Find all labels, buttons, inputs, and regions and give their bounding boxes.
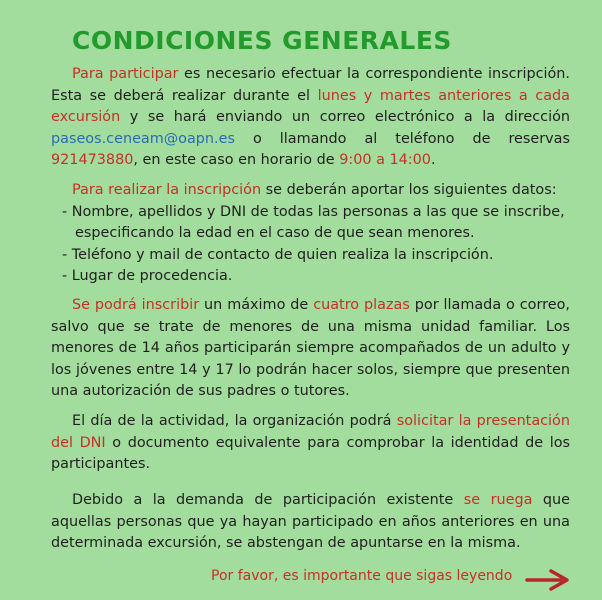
text-segment: que aquellas personas que ya hayan participado en años anteriores en una determinada excursión, se abstengan de apuntarse en la misma. <box>51 492 570 552</box>
list-item: - Lugar de procedencia. <box>62 268 233 285</box>
places-highlight: cuatro plazas <box>313 297 410 313</box>
right-arrow-icon[interactable] <box>525 568 571 592</box>
text-segment: es necesario efectuar la correspondiente inscripción. Esta se deberá realizar durante el <box>51 66 570 104</box>
identity-paragraph <box>51 411 570 476</box>
text-segment: El día de la actividad, la organización podrá <box>72 413 397 429</box>
keep-reading-text: Por favor, es importante que sigas leyendo <box>211 568 513 584</box>
text-segment: se deberán aportar los siguientes datos: <box>261 182 557 198</box>
text-segment: un máximo de <box>199 297 314 313</box>
text-segment: o llamando al teléfono de reservas <box>234 130 570 147</box>
inscribe-highlight: Se podrá inscribir <box>72 297 200 313</box>
limits-paragraph <box>51 295 570 403</box>
dni-highlight: solicitar la presentación del DNI <box>51 413 570 451</box>
list-item: - Nombre, apellidos y DNI de todas las personas a las que se inscribe, especificando la edad en el caso de que sean menores. <box>62 203 565 242</box>
phone-number: 921473880 <box>51 152 134 169</box>
participate-highlight: Para participar <box>72 66 179 82</box>
required-data-paragraph <box>51 180 570 288</box>
registration-paragraph <box>51 64 570 172</box>
registration-highlight: Para realizar la inscripción <box>72 182 262 198</box>
text-segment: y se hará enviando un correo electrónico a la dirección <box>120 109 570 126</box>
days-highlight: lunes y martes anteriores a cada excursión <box>51 87 570 126</box>
required-data-intro <box>51 180 570 202</box>
office-hours: 9:00 a 14:00 <box>339 152 431 169</box>
email-link[interactable]: paseos.ceneam@oapn.es <box>51 130 235 147</box>
text-segment: por llamada o correo, salvo que se trate de menores de una misma unidad familiar. Los menores de 14 años participarán siempre acompañados de un adulto y los jóvenes entre 14 y 17 lo podrán hacer solos, siempre que presenten una autorización de sus padres o tutores. <box>51 297 570 400</box>
text-segment: . <box>430 152 436 169</box>
page-title: CONDICIONES GENERALES <box>72 26 452 55</box>
list-item: - Teléfono y mail de contacto de quien realiza la inscripción. <box>62 246 494 263</box>
required-data-list <box>51 202 570 288</box>
repeat-participants-paragraph <box>51 490 570 555</box>
text-segment: , en este caso en horario de <box>133 152 340 169</box>
text-segment: o documento equivalente para comprobar la identidad de los participantes. <box>51 434 570 473</box>
request-highlight: se ruega <box>463 492 533 508</box>
text-segment: Debido a la demanda de participación existente <box>72 492 464 508</box>
